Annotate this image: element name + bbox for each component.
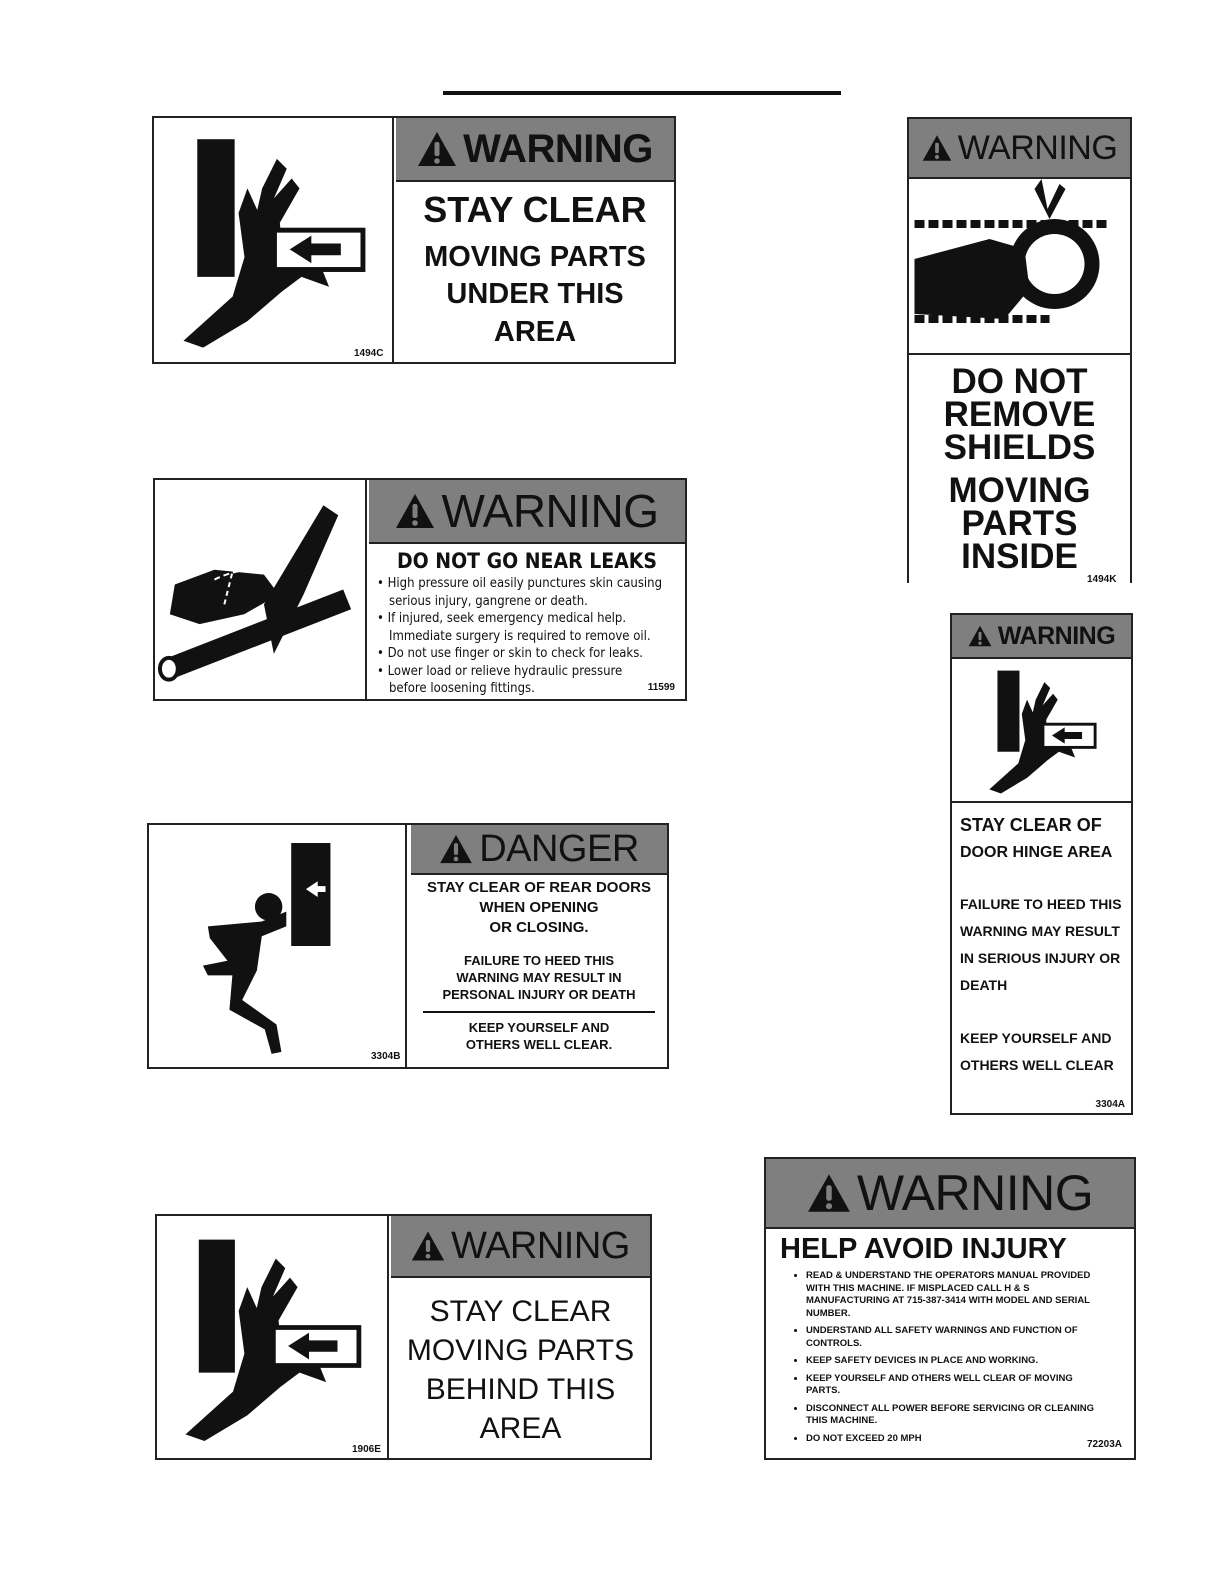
decal-text-2: MOVING PARTS INSIDE (948, 471, 1091, 576)
warning-triangle-icon (395, 493, 435, 529)
decal-1494k (907, 117, 1132, 583)
hand-crush-icon (952, 659, 1131, 801)
warning-header: WARNING (909, 119, 1130, 179)
decal-code: 1494K (1087, 574, 1117, 583)
chain-pictogram (909, 179, 1130, 355)
title-rule (443, 91, 841, 95)
hand-crush-pictogram (154, 118, 394, 362)
decal-1494c (152, 116, 676, 364)
high-pressure-leak-icon (155, 480, 363, 699)
decal-72203a (764, 1157, 1136, 1460)
chain-sprocket-hand-icon (909, 179, 1130, 349)
danger-header: DANGER (411, 825, 667, 875)
warning-triangle-icon (417, 131, 457, 167)
decal-title: HELP AVOID INJURY (780, 1233, 1067, 1265)
warning-triangle-icon (922, 134, 952, 162)
decal-1906e (155, 1214, 652, 1460)
decal-text: STAY CLEAR OF REAR DOORS WHEN OPENING OR CLOSING. (427, 879, 651, 936)
hand-crush-icon (154, 118, 390, 362)
warning-header: WARNING (391, 1216, 650, 1278)
hand-crush-pictogram (952, 659, 1131, 803)
warning-header: WARNING (369, 480, 685, 544)
decal-11599 (153, 478, 687, 701)
decal-text: STAY CLEAR MOVING PARTS UNDER THIS AREA (423, 189, 647, 349)
warning-triangle-icon (439, 834, 473, 864)
divider (423, 1011, 655, 1013)
hand-crush-icon (157, 1216, 385, 1458)
person-crushed-by-door-icon (149, 825, 404, 1067)
leak-pictogram (155, 480, 367, 699)
decal-text: DO NOT REMOVE SHIELDS (943, 362, 1096, 467)
hand-crush-pictogram (157, 1216, 389, 1458)
decal-title: DO NOT GO NEAR LEAKS (396, 549, 658, 573)
decal-text-2: FAILURE TO HEED THIS WARNING MAY RESULT IN SERIOUS INJURY OR DEATH (960, 896, 1122, 993)
decal-3304b (147, 823, 669, 1069)
decal-bullets: • READ & UNDERSTAND THE OPERATORS MANUAL PROVIDED WITH THIS MACHINE. IF MISPLACED CALL H & S MANUFACTURING AT 715-387-3414 WITH MODEL AND SERIAL NUMBER. • UNDERSTAND ALL SAFETY WARNINGS AND FUNCTION OF CONTROLS. • KEEP SAFETY DEVICES IN PLACE AND WORKING. • KEEP YOURSELF AND OTHERS WELL CLEAR OF MOVING PARTS. • DISCONNECT ALL POWER BEFORE SERVICING OR CLEANING THIS MACHINE. • DO NOT EXCEED 20 MPH (766, 1270, 1134, 1445)
warning-header: WARNING (396, 118, 674, 182)
decal-code: 3304B (371, 1051, 401, 1062)
decal-3304a (950, 613, 1133, 1115)
decal-text: STAY CLEAR OF DOOR HINGE AREA (960, 815, 1113, 861)
warning-triangle-icon (807, 1173, 851, 1213)
warning-header: WARNING (766, 1159, 1134, 1229)
decal-text-3: KEEP YOURSELF AND OTHERS WELL CLEAR (960, 1030, 1114, 1073)
decal-code: 1494C (354, 348, 384, 359)
decal-text-2: FAILURE TO HEED THIS WARNING MAY RESULT IN PERSONAL INJURY OR DEATH (442, 953, 636, 1002)
decal-code: 3304A (1095, 1099, 1125, 1110)
decal-bullets: • High pressure oil easily punctures skin causing serious injury, gangrene or death. • If injured, seek emergency medical help. Immediate surgery is required to remove oil. • Do not use finger or skin to check for leaks. • Lower load or relieve hydraulic pressure before loosening fittings. (377, 576, 663, 697)
decal-code: 11599 (647, 682, 675, 693)
decal-code: 1906E (352, 1444, 381, 1455)
decal-text-3: KEEP YOURSELF AND OTHERS WELL CLEAR. (465, 1020, 613, 1052)
warning-triangle-icon (411, 1230, 445, 1262)
decal-code: 72203A (1086, 1439, 1122, 1450)
warning-triangle-icon (968, 625, 992, 647)
warning-header: WARNING (952, 615, 1131, 659)
person-door-pictogram (149, 825, 407, 1067)
decal-text: STAY CLEAR MOVING PARTS BEHIND THIS AREA (406, 1295, 635, 1445)
